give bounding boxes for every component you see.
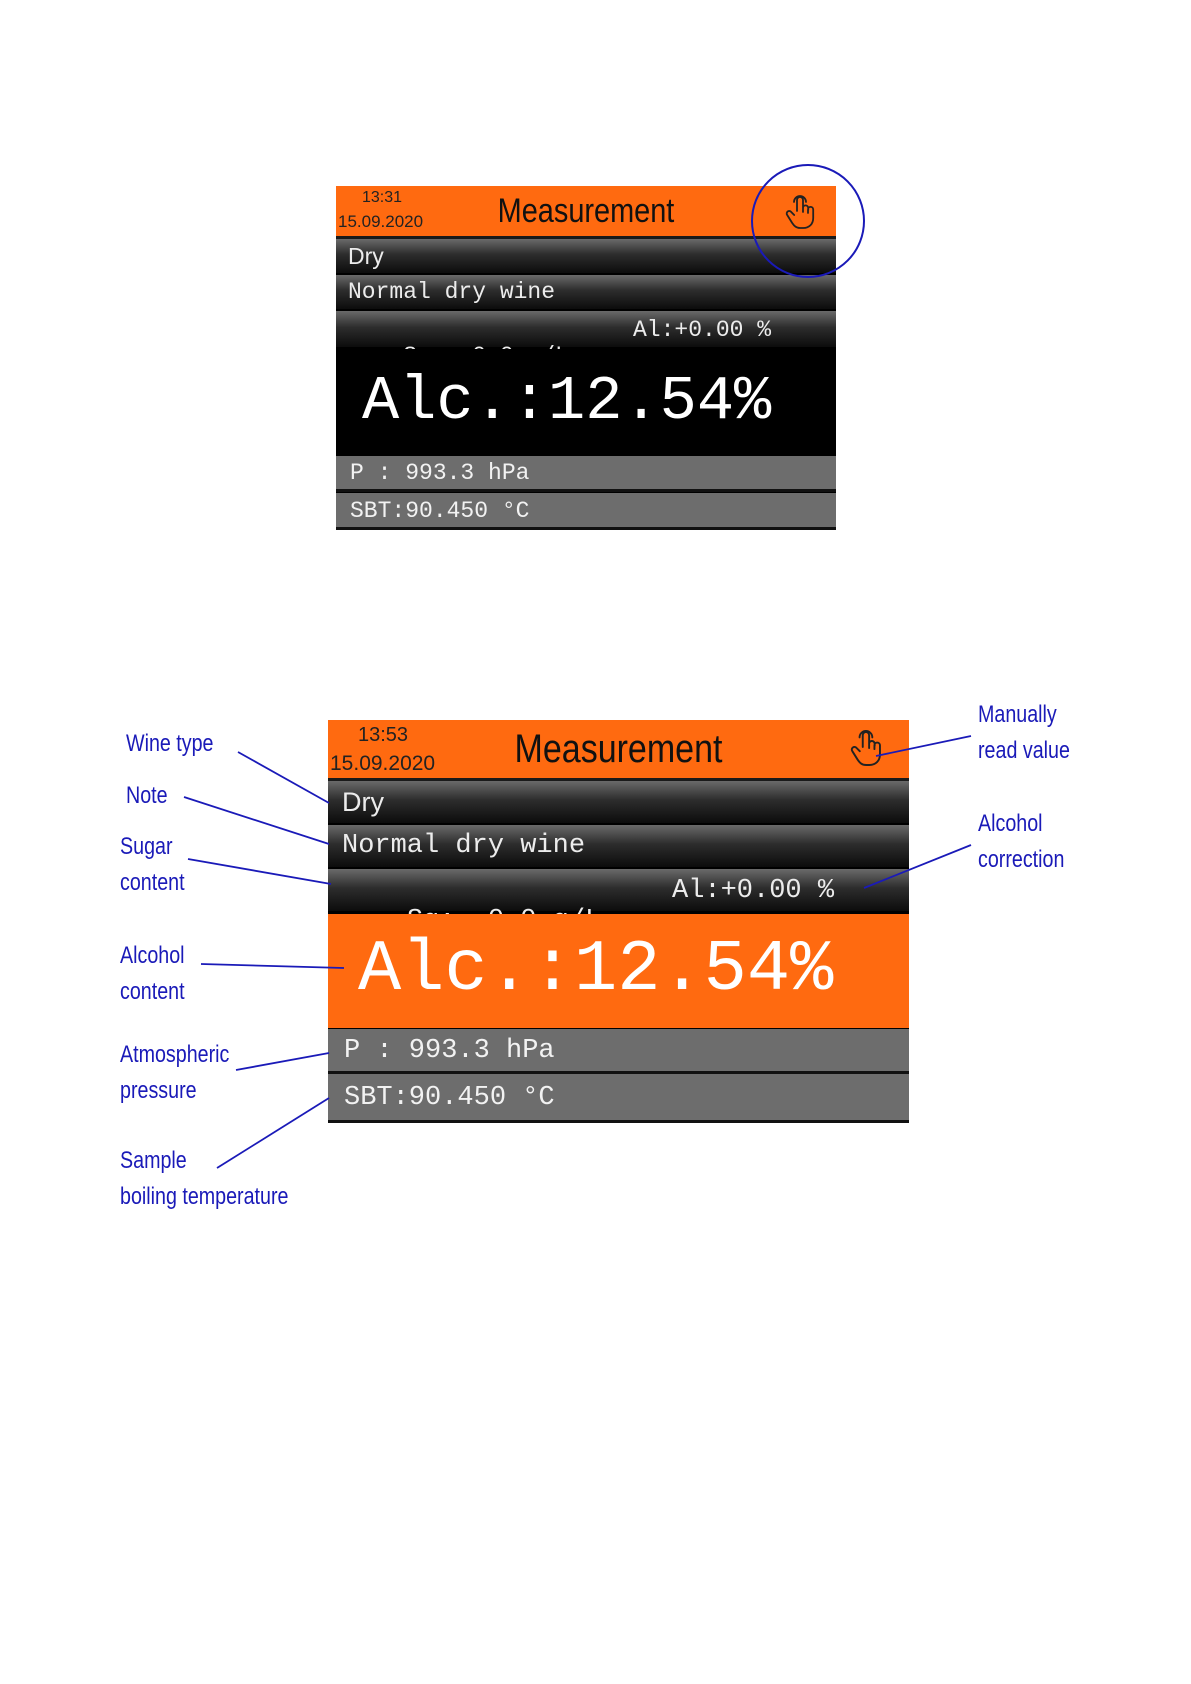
boiling-temperature-value: SBT:90.450 °C: [336, 493, 836, 530]
hand-touch-icon[interactable]: [850, 728, 884, 768]
leader-line-sugar: [188, 859, 331, 884]
label-alcohol-content: Alcohol content: [120, 942, 185, 1005]
alcohol-correction-value: Al:+0.00 %: [672, 876, 835, 906]
hand-touch-icon[interactable]: [785, 194, 817, 230]
alcohol-content-value: Alc.:12.54%: [328, 914, 909, 1028]
clock-date: 15.09.2020: [330, 752, 436, 775]
label-sample-boiling-temperature: Sample boiling temperature: [120, 1147, 289, 1210]
label-sugar-content: Sugar content: [120, 833, 185, 896]
clock-time: 13:53: [358, 724, 409, 746]
label-wine-type: Wine type: [126, 730, 214, 757]
wine-type-bar: Dry: [328, 781, 909, 825]
label-manually-read-value: Manually read value: [978, 701, 1070, 764]
alcohol-content-value: Alc.:12.54%: [336, 349, 836, 455]
leader-line-alcohol: [201, 964, 344, 968]
wine-type-bar: Dry: [336, 239, 836, 275]
pressure-value: P : 993.3 hPa: [328, 1029, 909, 1074]
leader-line-pressure: [236, 1053, 329, 1070]
sugar-bar: [328, 869, 909, 913]
clock-date: 15.09.2020: [338, 212, 424, 231]
header-bar: [336, 186, 836, 239]
sugar-bar: [336, 311, 836, 349]
leader-line-wine-type: [238, 752, 329, 803]
measurement-screen-bottom: [328, 720, 909, 1123]
header-bar: [328, 720, 909, 781]
clock-time: 13:31: [362, 189, 403, 206]
boiling-temperature-value: SBT:90.450 °C: [328, 1074, 909, 1123]
measurement-screen-top: [336, 186, 836, 530]
leader-line-note: [184, 797, 329, 844]
note-bar: Normal dry wine: [328, 825, 909, 869]
note-bar: Normal dry wine: [336, 275, 836, 311]
pressure-value: P : 993.3 hPa: [336, 456, 836, 492]
label-note: Note: [126, 782, 168, 809]
label-atmospheric-pressure: Atmospheric pressure: [120, 1041, 230, 1104]
screen-title: Measurement: [514, 727, 723, 771]
screen-title: Measurement: [497, 192, 675, 230]
label-alcohol-correction: Alcohol correction: [978, 810, 1065, 873]
alcohol-correction-value: Al:+0.00 %: [633, 317, 772, 343]
